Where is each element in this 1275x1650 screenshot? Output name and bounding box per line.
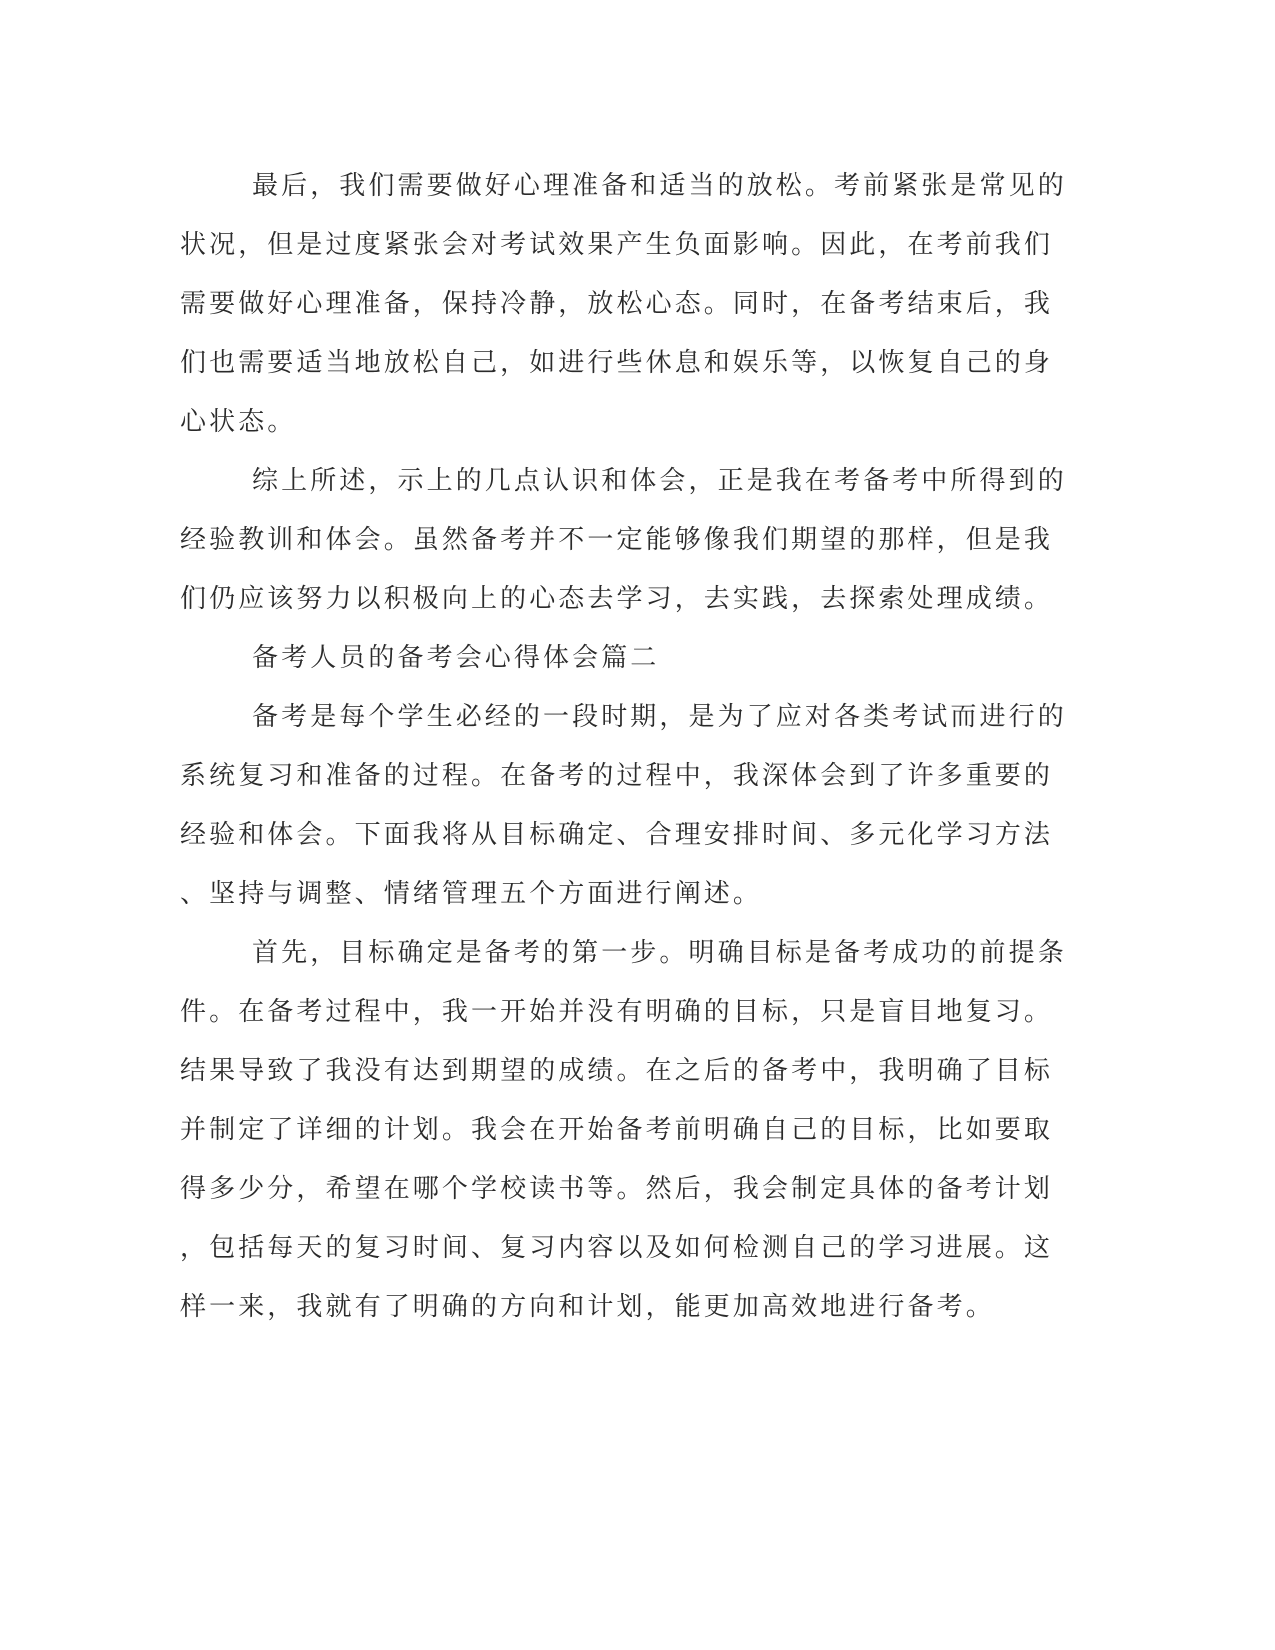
paragraph-4-line-5: 得多少分，希望在哪个学校读书等。然后，我会制定具体的备考计划: [180, 1174, 1054, 1204]
paragraph-2-line-2: 经验教训和体会。虽然备考并不一定能够像我们期望的那样，但是我: [180, 525, 1054, 555]
paragraph-2-line-1: 综上所述，示上的几点认识和体会，正是我在考备考中所得到的: [252, 466, 1067, 496]
paragraph-1-line-4: 们也需要适当地放松自己，如进行些休息和娱乐等，以恢复自己的身: [180, 348, 1054, 378]
paragraph-2-line-3: 们仍应该努力以积极向上的心态去学习，去实践，去探索处理成绩。: [180, 584, 1054, 614]
paragraph-3-line-4: 、坚持与调整、情绪管理五个方面进行阐述。: [180, 879, 763, 909]
paragraph-4-line-1: 首先，目标确定是备考的第一步。明确目标是备考成功的前提条: [252, 938, 1067, 968]
paragraph-3-line-2: 系统复习和准备的过程。在备考的过程中，我深体会到了许多重要的: [180, 761, 1054, 791]
paragraph-4-line-7: 样一来，我就有了明确的方向和计划，能更加高效地进行备考。: [180, 1292, 995, 1322]
paragraph-4-line-2: 件。在备考过程中，我一开始并没有明确的目标，只是盲目地复习。: [180, 997, 1054, 1027]
paragraph-4-line-3: 结果导致了我没有达到期望的成绩。在之后的备考中，我明确了目标: [180, 1056, 1054, 1086]
paragraph-1-line-2: 状况，但是过度紧张会对考试效果产生负面影响。因此，在考前我们: [180, 230, 1054, 260]
paragraph-3-line-3: 经验和体会。下面我将从目标确定、合理安排时间、多元化学习方法: [180, 820, 1054, 850]
section-heading: 备考人员的备考会心得体会篇二: [252, 643, 660, 673]
paragraph-1-line-3: 需要做好心理准备，保持冷静，放松心态。同时，在备考结束后，我: [180, 289, 1054, 319]
paragraph-3-line-1: 备考是每个学生必经的一段时期，是为了应对各类考试而进行的: [252, 702, 1067, 732]
paragraph-1-line-1: 最后，我们需要做好心理准备和适当的放松。考前紧张是常见的: [252, 171, 1067, 201]
paragraph-4-line-6: ，包括每天的复习时间、复习内容以及如何检测自己的学习进展。这: [180, 1233, 1054, 1263]
document-body: [180, 157, 1067, 1337]
paragraph-4-line-4: 并制定了详细的计划。我会在开始备考前明确自己的目标，比如要取: [180, 1115, 1054, 1145]
paragraph-1-line-5: 心状态。: [180, 407, 297, 437]
